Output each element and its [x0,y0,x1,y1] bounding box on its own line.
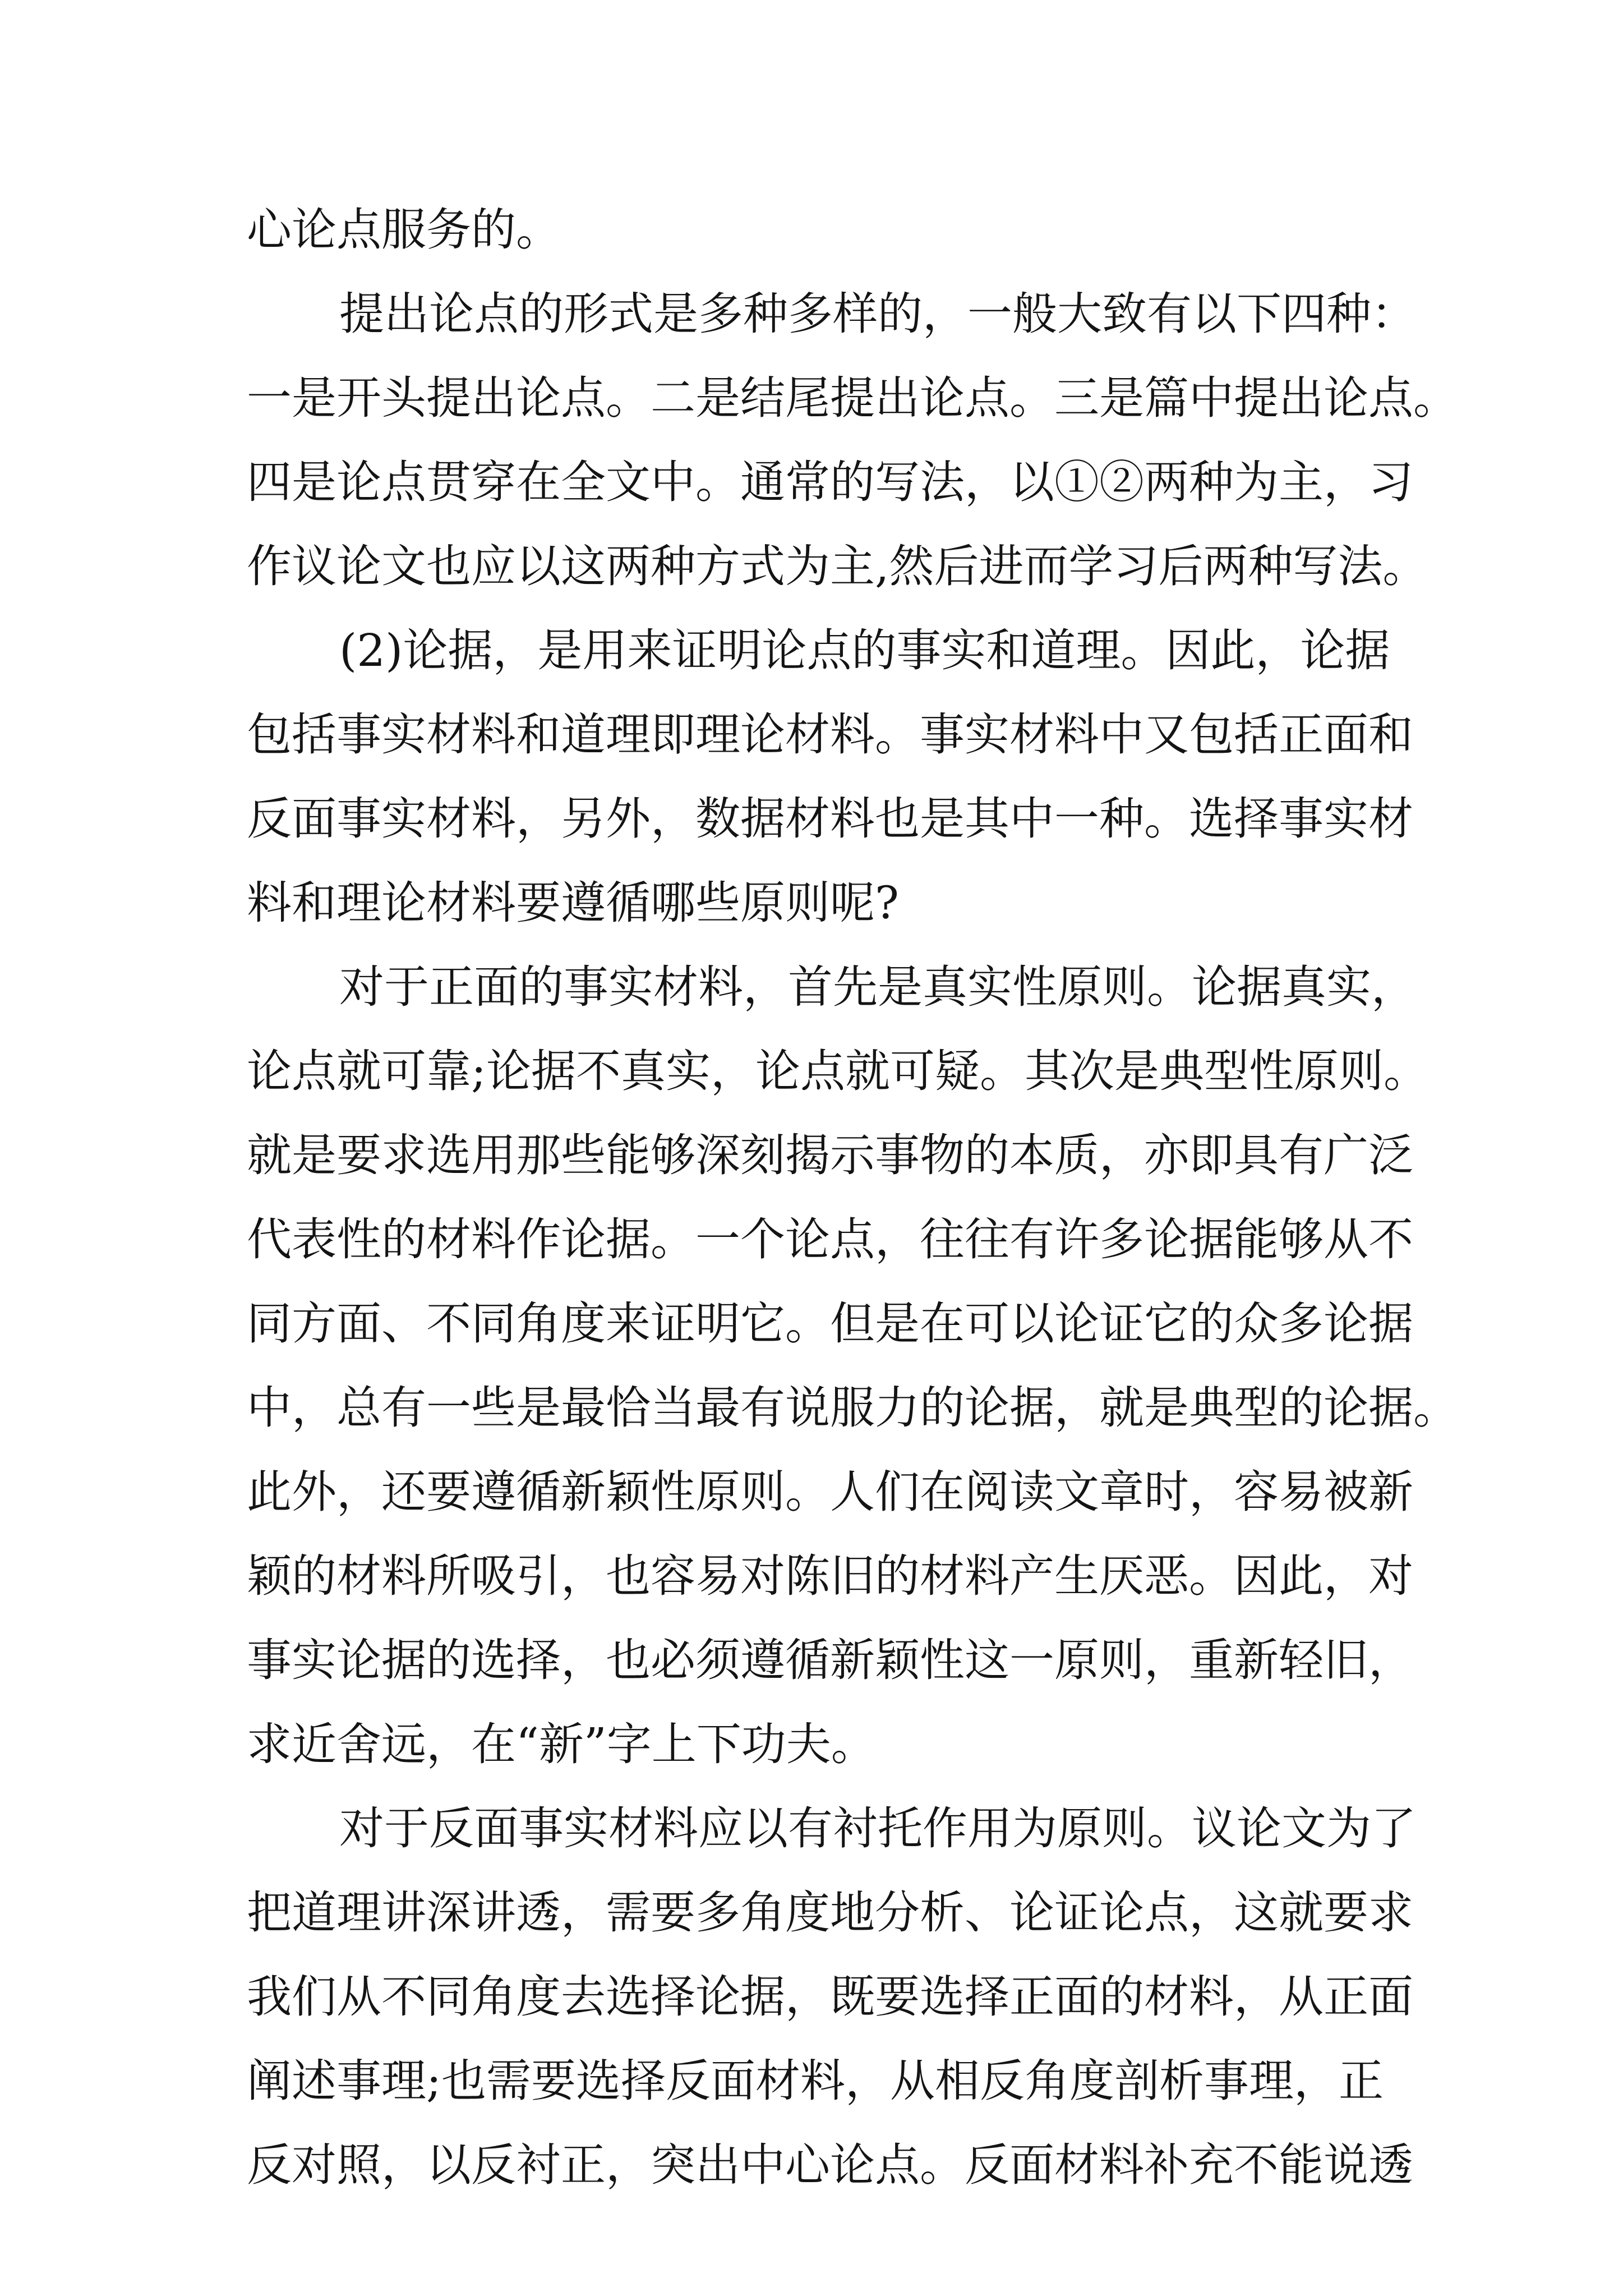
text-line-19: 求近舍远，在“新”字上下功夫。 [247,1718,876,1770]
text-line-2: 提出论点的形式是多种多样的，一般大致有以下四种： [339,288,1416,340]
text-line-4: 四是论点贯穿在全文中。通常的写法，以①②两种为主，习 [247,456,1413,508]
text-line-21: 把道理讲深讲透，需要多角度地分析、论证论点，这就要求 [247,1887,1413,1939]
text-line-15: 中，总有一些是最恰当最有说服力的论据，就是典型的论据。 [247,1382,1458,1434]
text-line-8: 反面事实材料，另外，数据材料也是其中一种。选择事实材 [247,793,1413,845]
text-line-12: 就是要求选用那些能够深刻揭示事物的本质，亦即具有广泛 [247,1129,1413,1181]
text-line-24: 反对照，以反衬正，突出中心论点。反面材料补充不能说透 [247,2139,1413,2191]
text-line-14: 同方面、不同角度来证明它。但是在可以论证它的众多论据 [247,1297,1413,1350]
text-line-16: 此外，还要遵循新颖性原则。人们在阅读文章时，容易被新 [247,1466,1413,1518]
text-line-10: 对于正面的事实材料，首先是真实性原则。论据真实， [339,961,1416,1013]
text-line-6: (2)论据，是用来证明论点的事实和道理。因此，论据 [339,624,1390,677]
text-line-3: 一是开头提出论点。二是结尾提出论点。三是篇中提出论点。 [247,372,1458,424]
text-line-20: 对于反面事实材料应以有衬托作用为原则。议论文为了 [339,1802,1416,1855]
text-line-5: 作议论文也应以这两种方式为主,然后进而学习后两种写法。 [247,540,1428,592]
text-line-11: 论点就可靠;论据不真实，论点就可疑。其次是典型性原则。 [247,1045,1428,1097]
text-line-17: 颖的材料所吸引，也容易对陈旧的材料产生厌恶。因此，对 [247,1550,1413,1602]
text-line-7: 包括事实材料和道理即理论材料。事实材料中又包括正面和 [247,708,1413,761]
text-line-18: 事实论据的选择，也必须遵循新颖性这一原则，重新轻旧， [247,1634,1413,1686]
text-line-9: 料和理论材料要遵循哪些原则呢? [247,877,899,929]
text-line-23: 阐述事理;也需要选择反面材料，从相反角度剖析事理，正 [247,2055,1384,2107]
text-line-1: 心论点服务的。 [247,204,561,256]
text-line-13: 代表性的材料作论据。一个论点，往往有许多论据能够从不 [247,1213,1413,1266]
text-line-22: 我们从不同角度去选择论据，既要选择正面的材料，从正面 [247,1971,1413,2023]
